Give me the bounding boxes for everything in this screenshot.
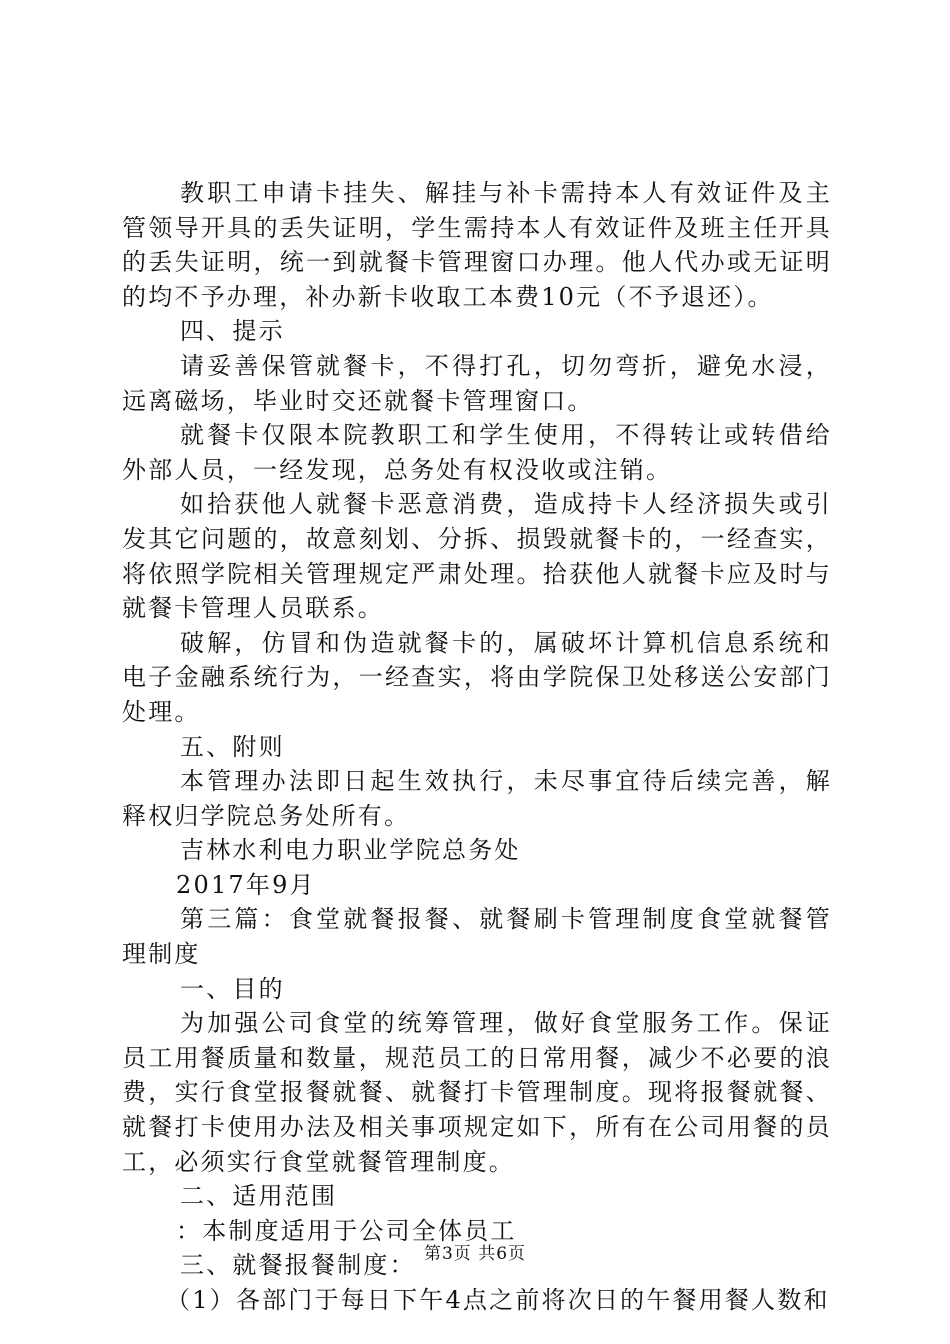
paragraph-card-misuse: 如拾获他人就餐卡恶意消费，造成持卡人经济损失或引发其它问题的，故意刻划、分拆、损毁就餐卡的，一经查实，将依照学院相关管理规定严肃处理。拾获他人就餐卡应及时与就餐卡管理人员联系。 [122,490,832,623]
paragraph-card-usage: 就餐卡仅限本院教职工和学生使用，不得转让或转借给外部人员，一经发现，总务处有权没收或注销。 [122,421,832,484]
paragraph-meal-rule-1: （1）各部门于每日下午4点之前将次日的午餐用餐人数和 [166,1286,830,1314]
heading-tips: 四、提示 [180,317,285,346]
section-title-part-three: 第三篇：食堂就餐报餐、就餐刷卡管理制度食堂就餐管理制度 [122,905,832,969]
heading-appendix: 五、附则 [180,732,285,761]
paragraph-scope: ：本制度适用于公司全体员工 [176,1216,517,1245]
paragraph-card-care: 请妥善保管就餐卡，不得打孔，切勿弯折，避免水浸，远离磁场，毕业时交还就餐卡管理窗口。 [122,351,832,415]
paragraph-card-forgery: 破解，仿冒和伪造就餐卡的，属破坏计算机信息系统和电子金融系统行为，一经查实，将由学院保卫处移送公安部门处理。 [122,628,832,726]
heading-meal-reporting: 三、就餐报餐制度： [180,1251,416,1280]
signature-date: 2017年9月 [176,870,316,899]
signature-department: 吉林水利电力职业学院总务处 [180,836,521,865]
page-number: 第3页 共6页 [423,1244,527,1264]
paragraph-effective: 本管理办法即日起生效执行，未尽事宜待后续完善，解释权归学院总务处所有。 [122,767,832,830]
heading-scope: 二、适用范围 [180,1182,338,1211]
heading-purpose: 一、目的 [180,974,285,1003]
paragraph-card-loss: 教职工申请卡挂失、解挂与补卡需持本人有效证件及主管领导开具的丢失证明，学生需持本人有效证件及班主任开具的丢失证明，统一到就餐卡管理窗口办理。他人代办或无证明的均不予办理，补办新卡收取工本费10元（不予退还）。 [122,179,832,311]
document-body [122,176,832,1318]
paragraph-purpose: 为加强公司食堂的统筹管理，做好食堂服务工作。保证员工用餐质量和数量，规范员工的日常用餐，减少不必要的浪费，实行食堂报餐就餐、就餐打卡管理制度。现将报餐就餐、就餐打卡使用办法及相关事项规定如下，所有在公司用餐的员工，必须实行食堂就餐管理制度。 [122,1009,832,1176]
